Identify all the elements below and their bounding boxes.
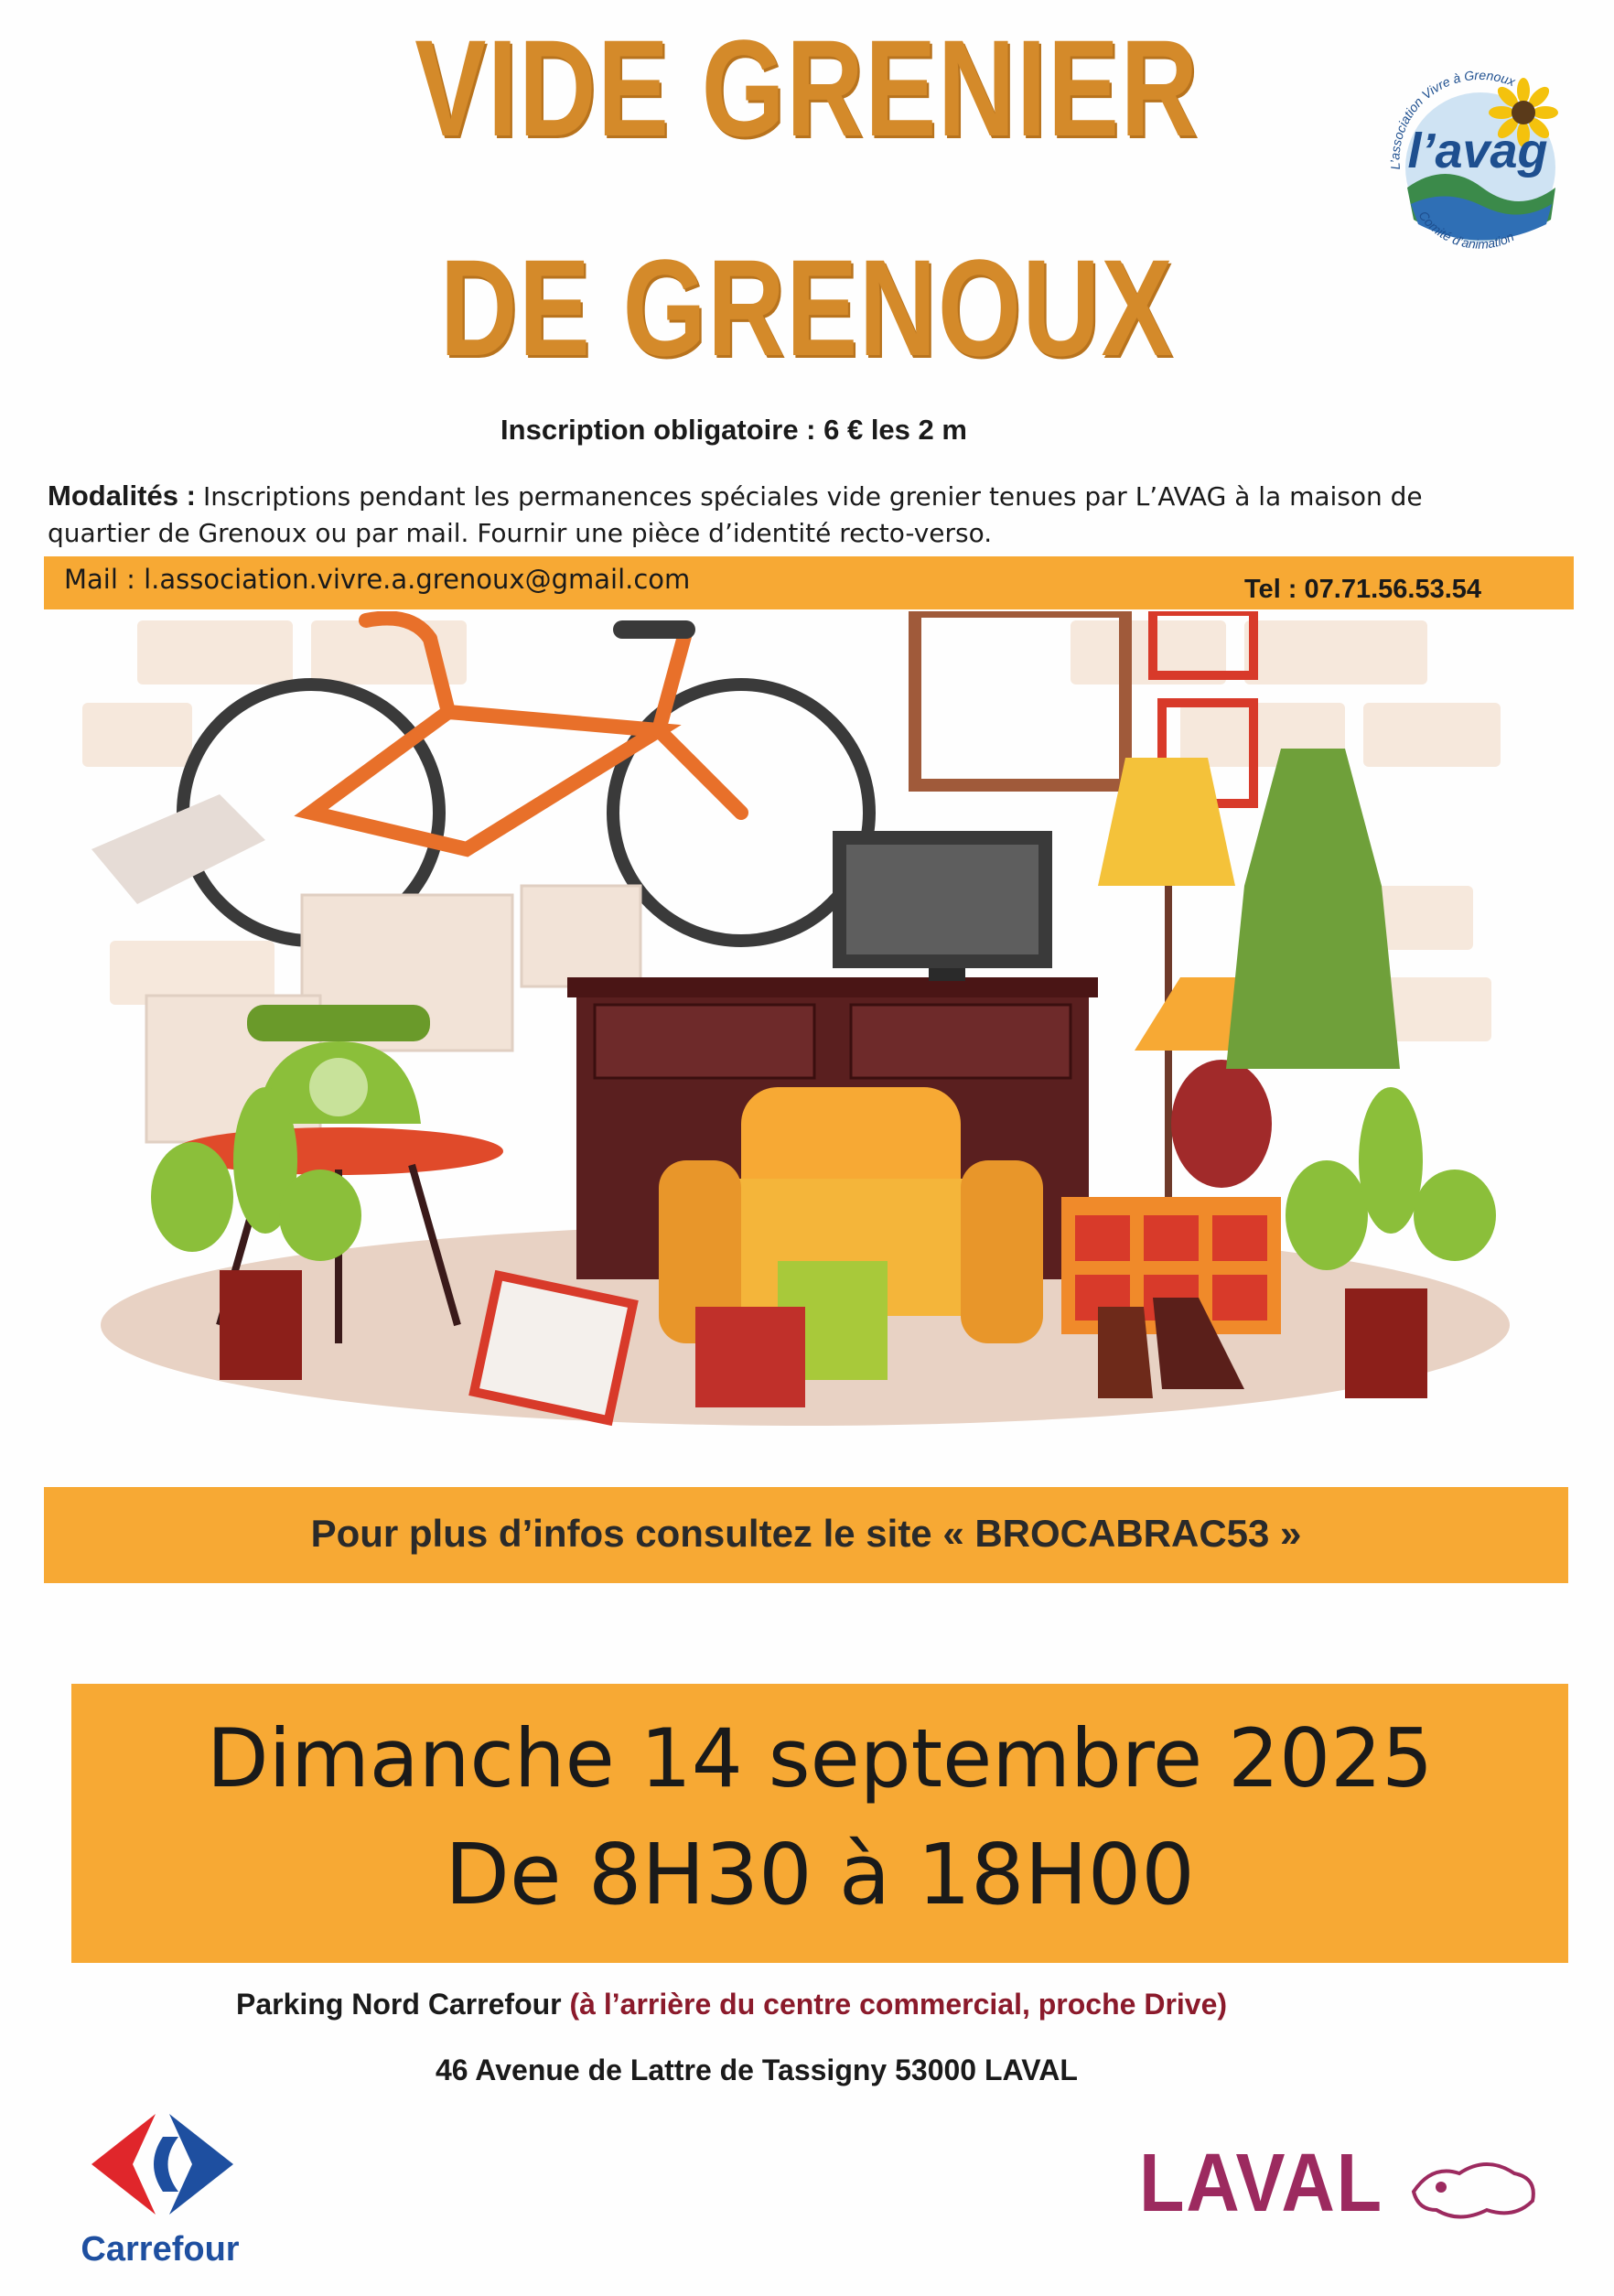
location-place: Parking Nord Carrefour [236,1988,562,2021]
laval-logo-text: LAVAL [1139,2138,1383,2229]
avag-logo-bottom: Comité d’animation [1415,208,1517,252]
carrefour-logo-text: Carrefour [81,2230,240,2269]
avag-logo-arc: L’association Vivre à Grenoux [1387,67,1518,171]
laval-logo [1139,2137,1542,2237]
modalites-line-1: Inscriptions pendant les permanences spéciales vide grenier tenues par L’AVAG à la maison de [202,481,1423,512]
illustration [82,611,1546,1435]
location-note: (à l’arrière du centre commercial, proche Drive) [569,1988,1228,2021]
mail-text[interactable]: Mail : l.association.vivre.a.grenoux@gmail.com [64,564,691,595]
infos-text: Pour plus d’infos consultez le site « BROCABRAC53 » [310,1512,1302,1555]
location-block [236,1988,1227,2021]
avag-logo [1363,50,1592,279]
title-line-2: DE GRENOUX [439,231,1175,384]
modalites-label: Modalités : [48,480,196,512]
tel-text[interactable]: Tel : 07.71.56.53.54 [1244,575,1482,604]
avag-logo-main: l’avag [1407,124,1548,178]
date-line-2: De 8H30 à 18H00 [445,1826,1195,1924]
modalites-line-2: quartier de Grenoux ou par mail. Fournir une pièce d’identité recto-verso. [48,518,993,548]
modalites-block [48,480,1585,513]
carrefour-logo [55,2105,265,2269]
title-line-1: VIDE GRENIER [414,11,1200,165]
date-line-1: Dimanche 14 septembre 2025 [206,1711,1434,1806]
inscription-text: Inscription obligatoire : 6 € les 2 m [500,414,967,446]
location-address: 46 Avenue de Lattre de Tassigny 53000 LAVAL [436,2053,1078,2086]
